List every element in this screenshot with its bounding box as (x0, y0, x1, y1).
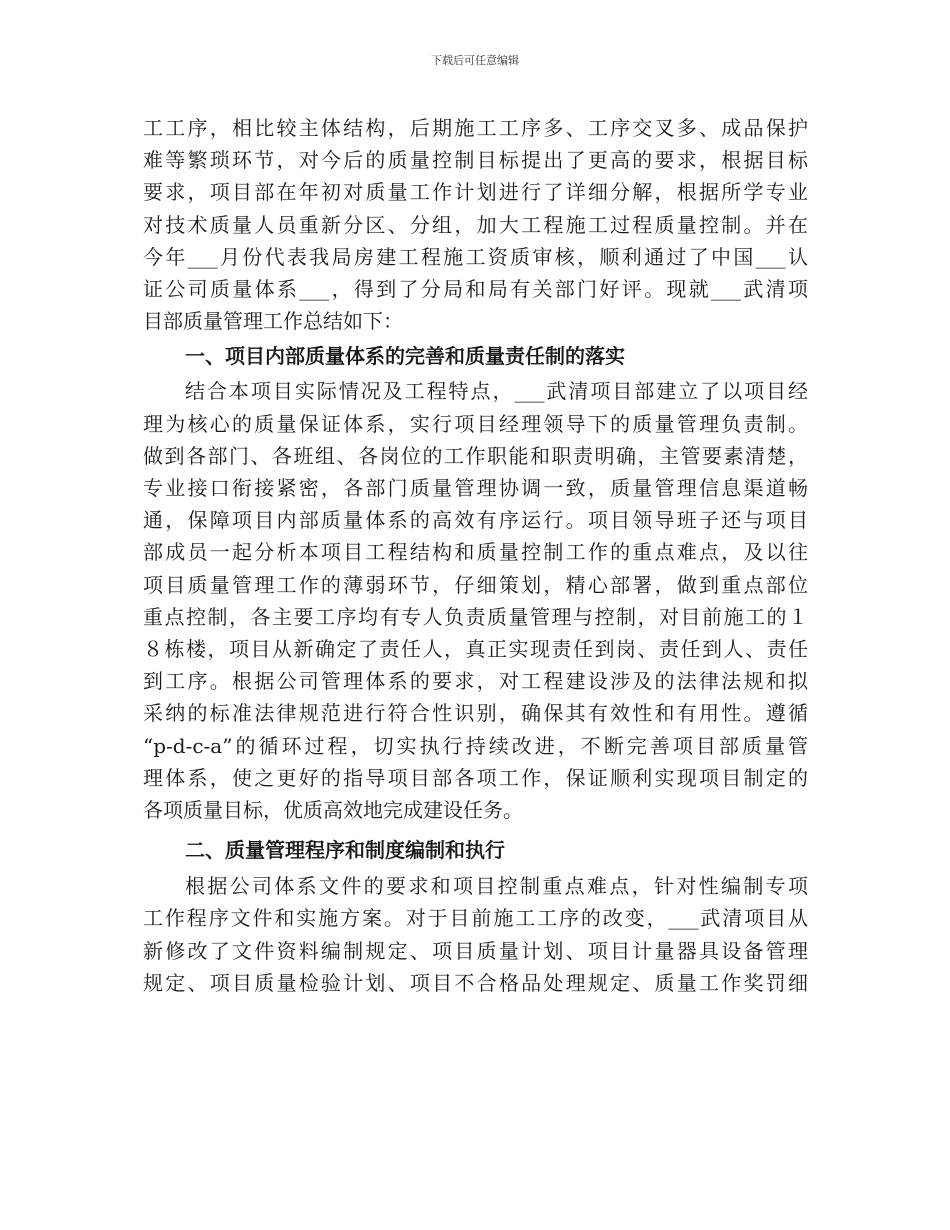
document-body (143, 112, 808, 999)
text-line: 到工序。根据公司管理体系的要求，对工程建设涉及的法律法规和拟 (143, 669, 808, 694)
text-line: 根据公司体系文件的要求和项目控制重点难点，针对性编制专项 (185, 874, 808, 899)
text-line: 采纳的标准法律规范进行符合性识别，确保其有效性和有用性。遵循 (143, 701, 808, 726)
section-heading-1: 一、项目内部质量体系的完善和质量责任制的落实 (185, 344, 625, 369)
text-line: 各项质量目标，优质高效地完成建设任务。 (143, 798, 523, 823)
text-line: 证公司质量体系___，得到了分局和局有关部门好评。现就___武清项 (143, 277, 808, 302)
text-line: 要求，项目部在年初对质量工作计划进行了详细分解，根据所学专业 (143, 180, 808, 205)
text-line: 专业接口衔接紧密，各部门质量管理协调一致，质量管理信息渠道畅 (143, 476, 808, 501)
page-header: 下载后可任意编辑 (431, 54, 519, 67)
text-line: “p-d-c-a”的循环过程，切实执行持续改进，不断完善项目部质量管 (143, 733, 808, 758)
text-line: 部成员一起分析本项目工程结构和质量控制工作的重点难点，及以往 (143, 540, 808, 565)
paragraph-section-2 (143, 870, 808, 999)
text-line: 理为核心的质量保证体系，实行项目经理领导下的质量管理负责制。 (143, 411, 808, 436)
text-line: 结合本项目实际情况及工程特点，___武清项目部建立了以项目经 (185, 379, 808, 404)
text-line: 规定、项目质量检验计划、项目不合格品处理规定、质量工作奖罚细 (143, 970, 808, 995)
text-line: 目部质量管理工作总结如下： (143, 309, 403, 334)
text-line: ８栋楼，项目从新确定了责任人，真正实现责任到岗、责任到人、责任 (143, 637, 808, 662)
text-line: 理体系，使之更好的指导项目部各项工作，保证顺利实现项目制定的 (143, 765, 808, 790)
paragraph-intro (143, 112, 808, 337)
text-line: 项目质量管理工作的薄弱环节，仔细策划，精心部署，做到重点部位 (143, 572, 808, 597)
text-line: 难等繁琐环节，对今后的质量控制目标提出了更高的要求，根据目标 (143, 148, 808, 173)
section-heading-2: 二、质量管理程序和制度编制和执行 (185, 838, 505, 863)
text-line: 通，保障项目内部质量体系的高效有序运行。项目领导班子还与项目 (143, 508, 808, 533)
text-line: 对技术质量人员重新分区、分组，加大工程施工过程质量控制。并在 (143, 212, 808, 237)
text-line: 今年___月份代表我局房建工程施工资质审核，顺利通过了中国___认 (143, 244, 808, 269)
text-line: 做到各部门、各班组、各岗位的工作职能和职责明确，主管要素清楚， (143, 443, 808, 468)
text-line: 工作程序文件和实施方案。对于目前施工工序的改变，___武清项目从 (143, 906, 808, 931)
text-line: 重点控制，各主要工序均有专人负责质量管理与控制，对目前施工的１ (143, 604, 808, 629)
text-line: 新修改了文件资料编制规定、项目质量计划、项目计量器具设备管理 (143, 938, 808, 963)
paragraph-section-1 (143, 375, 808, 826)
text-line: 工工序，相比较主体结构，后期施工工序多、工序交叉多、成品保护 (143, 116, 808, 140)
